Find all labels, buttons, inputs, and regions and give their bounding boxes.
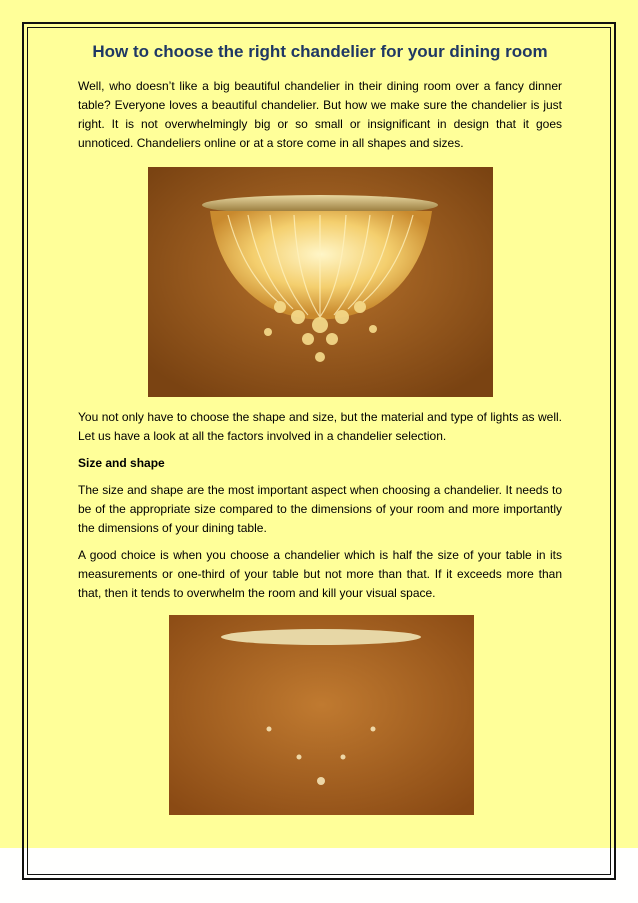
- document-title: How to choose the right chandelier for your dining room: [92, 42, 548, 61]
- size-shape-paragraph: The size and shape are the most important aspect when choosing a chandelier. It needs to be of the appropriate size compared to the dimensions of your room and more importantly the dimensions of your dining table.: [78, 483, 562, 535]
- chandelier-photo-tiered: [169, 615, 474, 815]
- intro-paragraph: Well, who doesn’t like a big beautiful chandelier in their dining room over a fancy dinner table? Everyone loves a beautiful chandelier. But how we make sure the chandelier is just right. It is not overwhelmingly big or so small or insignificant in design that it goes unnoticed. Chandeliers online or at a store come in all shapes and sizes.: [78, 79, 562, 150]
- proportion-paragraph: A good choice is when you choose a chandelier which is half the size of your table in its measurements or one-third of your table but not more than that. If it exceeds more than that, then it tends to overwhelm the room and kill your visual space.: [78, 548, 562, 600]
- materials-paragraph: You not only have to choose the shape and size, but the material and type of lights as well. Let us have a look at all the factors involved in a chandelier selection.: [78, 410, 562, 443]
- section-heading-size-shape: Size and shape: [78, 456, 165, 470]
- chandelier-tiered-illustration: [169, 615, 474, 815]
- document-content: [78, 38, 562, 815]
- chandelier-photo-bowl: [148, 167, 493, 397]
- chandelier-bowl-illustration: [148, 167, 493, 397]
